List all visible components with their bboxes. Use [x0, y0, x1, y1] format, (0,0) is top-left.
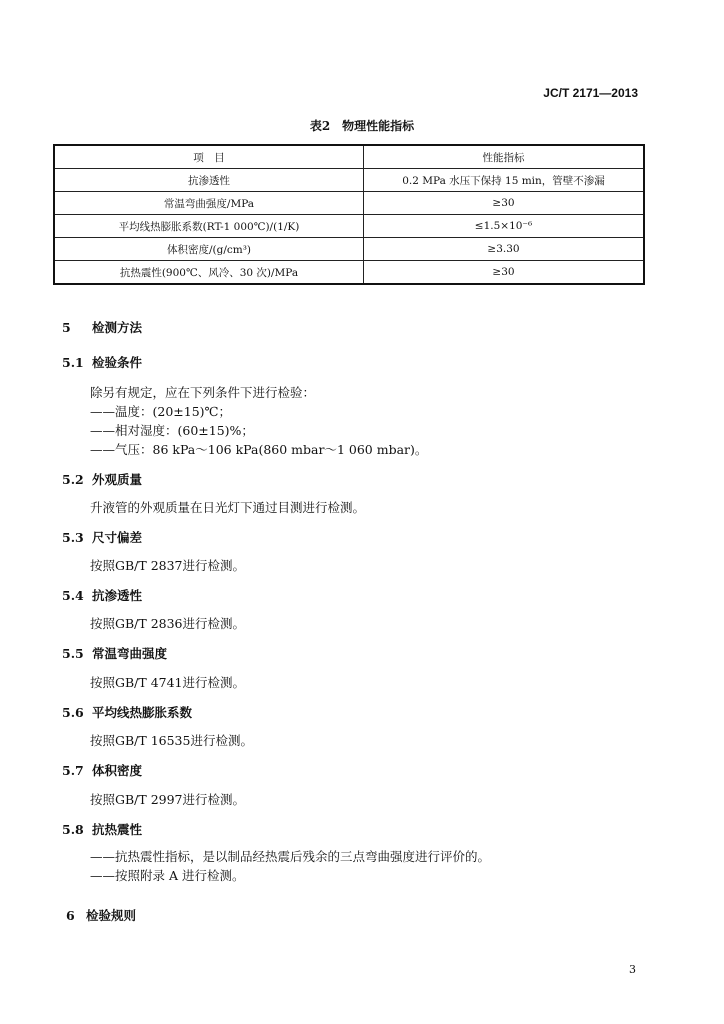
paragraph: 按照GB/T 4741进行检测。: [90, 675, 246, 690]
paragraph-line: ——气压：86 kPa～106 kPa(860 mbar～1 060 mbar)。: [90, 442, 428, 457]
paragraph-line: ——抗热震性指标，是以制品经热震后残余的三点弯曲强度进行评价的。: [90, 849, 491, 864]
table-header-row: [54, 145, 644, 169]
paragraph-line: ——相对湿度：(60±15)%；: [90, 423, 254, 438]
table-cell: 0.2 MPa 水压下保持 15 min，管壁不渗漏: [364, 169, 645, 192]
standard-code: JC/T 2171—2013: [543, 86, 638, 100]
paragraph: 按照GB/T 2836进行检测。: [90, 616, 246, 631]
section-title: 检测方法: [92, 320, 143, 335]
section-title: 尺寸偏差: [92, 530, 143, 545]
paragraph-line: ——按照附录 A 进行检测。: [90, 868, 245, 883]
table-row: [54, 261, 644, 285]
section-heading-6: [66, 906, 136, 924]
table-cell: ≤1.5×10⁻⁶: [364, 215, 645, 238]
section-number: 5.5: [62, 646, 84, 661]
physical-properties-table: [53, 144, 645, 285]
section-heading-5-4: [62, 586, 142, 604]
table-cell: ≥30: [364, 192, 645, 215]
column-header-item: 项 目: [54, 145, 364, 169]
table-cell: 抗热震性(900℃、风冷、30 次)/MPa: [54, 261, 364, 285]
section-title: 体积密度: [92, 763, 143, 778]
section-heading-5-6: [62, 703, 192, 721]
paragraph: 升液管的外观质量在日光灯下通过目测进行检测。: [90, 500, 366, 515]
thermal-shock-notes: [90, 847, 490, 885]
section-number: 5.7: [62, 763, 84, 778]
section-heading-5-2: [62, 470, 142, 488]
section-heading-5-8: [62, 820, 142, 838]
paragraph: 按照GB/T 16535进行检测。: [90, 733, 253, 748]
section-title: 常温弯曲强度: [92, 646, 168, 661]
section-number: 5.2: [62, 472, 84, 487]
section-number: 5.4: [62, 588, 84, 603]
section-heading-5-5: [62, 644, 167, 662]
section-number: 5.6: [62, 705, 84, 720]
column-header-spec: 性能指标: [364, 145, 645, 169]
section-number: 5: [62, 320, 71, 335]
page-number: 3: [629, 963, 636, 976]
paragraph: 按照GB/T 2997进行检测。: [90, 792, 246, 807]
section-number: 6: [66, 908, 75, 923]
paragraph: 按照GB/T 2837进行检测。: [90, 558, 246, 573]
section-heading-5-1: [62, 353, 142, 371]
section-title: 平均线热膨胀系数: [92, 705, 193, 720]
table-row: [54, 238, 644, 261]
table-row: [54, 169, 644, 192]
table-cell: 平均线热膨胀系数(RT-1 000℃)/(1/K): [54, 215, 364, 238]
table-cell: 抗渗透性: [54, 169, 364, 192]
table-row: [54, 192, 644, 215]
table-title: 表2 物理性能指标: [309, 119, 415, 133]
table-cell: ≥3.30: [364, 238, 645, 261]
section-heading-5: [62, 318, 142, 336]
table-cell: ≥30: [364, 261, 645, 285]
section-heading-5-7: [62, 761, 142, 779]
paragraph-line: ——温度：(20±15)℃；: [90, 404, 232, 419]
section-title: 外观质量: [92, 472, 143, 487]
table-cell: 体积密度/(g/cm³): [54, 238, 364, 261]
test-conditions-list: [90, 383, 427, 459]
section-title: 抗热震性: [92, 822, 143, 837]
section-number: 5.1: [62, 355, 84, 370]
section-title: 检验规则: [86, 908, 137, 923]
paragraph-line: 除另有规定，应在下列条件下进行检验：: [90, 385, 316, 400]
table-row: [54, 215, 644, 238]
section-number: 5.8: [62, 822, 84, 837]
section-title: 检验条件: [92, 355, 143, 370]
section-title: 抗渗透性: [92, 588, 143, 603]
table-cell: 常温弯曲强度/MPa: [54, 192, 364, 215]
section-heading-5-3: [62, 528, 142, 546]
section-number: 5.3: [62, 530, 84, 545]
